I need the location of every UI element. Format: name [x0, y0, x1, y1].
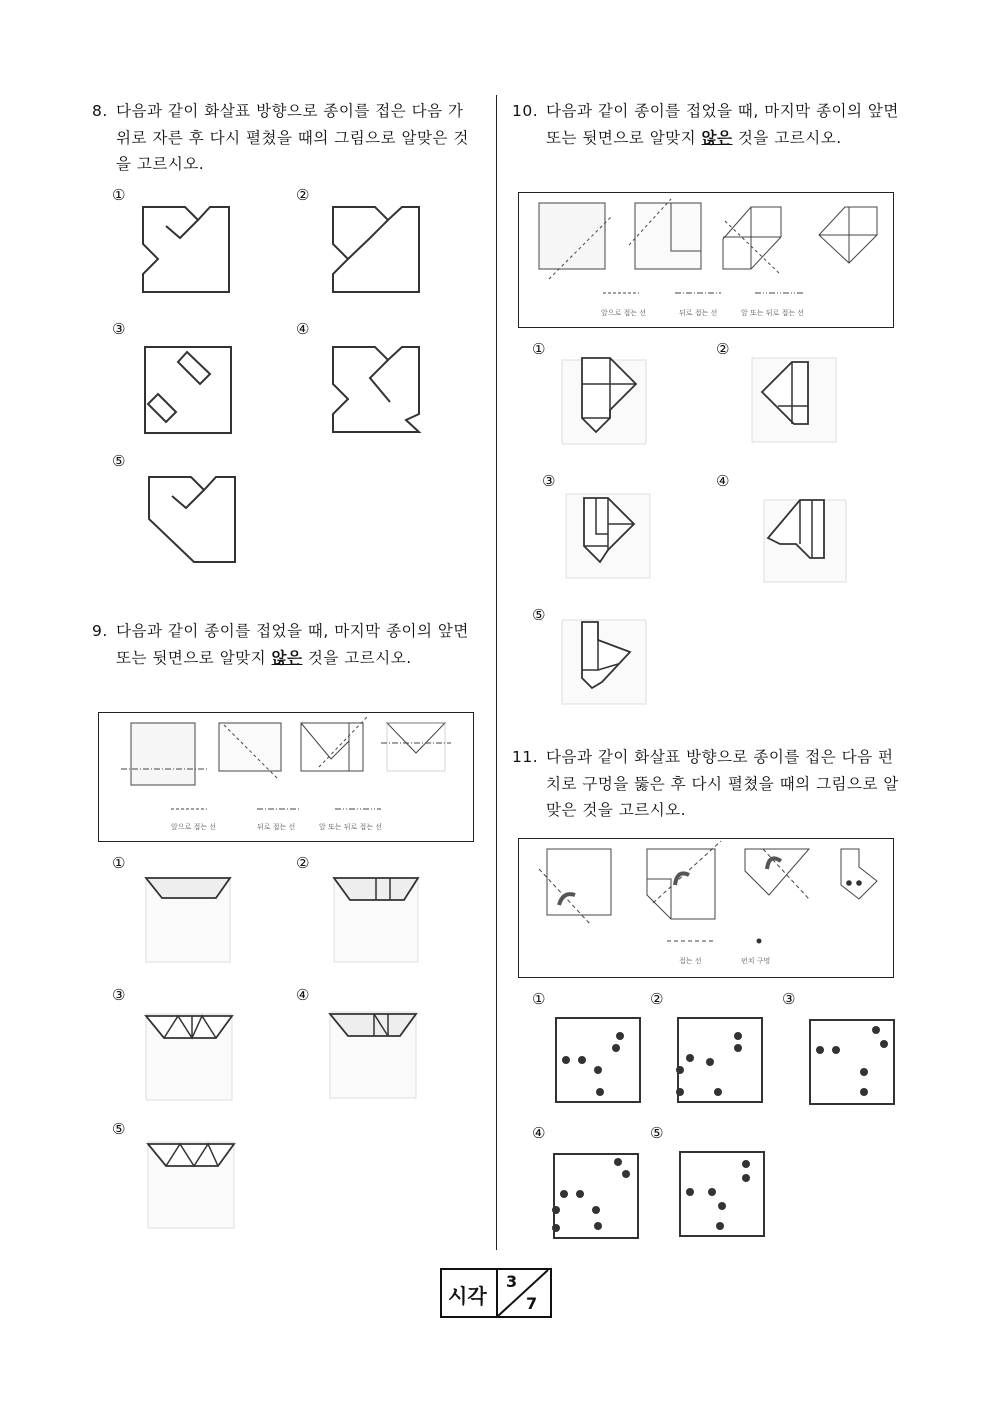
q8-option-1-figure[interactable] — [140, 204, 232, 296]
q8-option-3-figure[interactable] — [142, 344, 234, 436]
q10-option-1-label[interactable]: ① — [532, 340, 546, 358]
question-emphasis: 않은 — [701, 128, 733, 147]
q10-option-4-label[interactable]: ④ — [716, 472, 730, 490]
question-number: 8. — [92, 102, 108, 120]
q9-folding-steps — [99, 713, 473, 841]
q11-option-5-label[interactable]: ⑤ — [650, 1124, 664, 1142]
question-number: 10. — [512, 102, 539, 120]
legend-either-fold: 앞 또는 뒤로 접는 선 — [319, 823, 382, 831]
q9-option-5-figure[interactable] — [146, 1140, 238, 1232]
question-text-part: 다음과 같이 종이를 접었을 때, 마지막 종이의 앞면 또는 뒷면으로 알맞지 — [116, 622, 469, 667]
legend-front-fold: 앞으로 접는 선 — [171, 823, 217, 831]
question-text-part: 것을 고르시오. — [732, 128, 842, 147]
q8-option-4-figure[interactable] — [330, 344, 422, 436]
question-number: 11. — [512, 748, 539, 766]
question-text-part: 것을 고르시오. — [302, 648, 412, 667]
legend-punch-hole: 펀치 구멍 — [741, 957, 771, 965]
question-number: 9. — [92, 622, 108, 640]
q11-option-3-figure[interactable] — [806, 1016, 898, 1108]
q10-folding-diagram — [518, 192, 894, 328]
q11-option-2-label[interactable]: ② — [650, 990, 664, 1008]
q9-option-2-figure[interactable] — [332, 876, 422, 966]
question-emphasis: 않은 — [271, 648, 303, 667]
q11-folding-diagram — [518, 838, 894, 978]
question-10 — [512, 98, 900, 151]
q11-folding-steps — [519, 839, 893, 977]
page-total: 7 — [526, 1294, 538, 1313]
q8-option-4-label[interactable]: ④ — [296, 320, 310, 338]
page-indicator — [440, 1268, 552, 1318]
q10-folding-steps — [519, 193, 893, 327]
page-number: 3 — [506, 1272, 518, 1291]
legend-either-fold: 앞 또는 뒤로 접는 선 — [741, 309, 804, 317]
question-11 — [512, 744, 900, 824]
q8-option-3-label[interactable]: ③ — [112, 320, 126, 338]
q11-option-1-label[interactable]: ① — [532, 990, 546, 1008]
legend-fold-line: 접는 선 — [679, 957, 702, 965]
q8-option-1-label[interactable]: ① — [112, 186, 126, 204]
q9-option-5-label[interactable]: ⑤ — [112, 1120, 126, 1138]
question-text: 다음과 같이 화살표 방향으로 종이를 접은 다음 가위로 자른 후 다시 펼쳤을 때의 그림으로 알맞은 것을 고르시오. — [116, 102, 469, 173]
q10-option-4-figure[interactable] — [760, 496, 850, 586]
q9-option-1-label[interactable]: ① — [112, 854, 126, 872]
question-text — [546, 98, 900, 151]
legend-front-fold: 앞으로 접는 선 — [601, 309, 647, 317]
q9-option-1-figure[interactable] — [144, 876, 234, 966]
q10-option-5-figure[interactable] — [558, 616, 650, 708]
q11-option-4-figure[interactable] — [550, 1150, 642, 1242]
legend-back-fold: 뒤로 접는 선 — [679, 309, 718, 317]
q9-option-3-figure[interactable] — [144, 1012, 236, 1104]
question-text: 다음과 같이 화살표 방향으로 종이를 접은 다음 펀치로 구멍을 뚫은 후 다시 펼쳤을 때의 그림으로 알맞은 것을 고르시오. — [546, 748, 899, 819]
q8-option-5-figure[interactable] — [146, 474, 238, 566]
q9-option-2-label[interactable]: ② — [296, 854, 310, 872]
q9-option-3-label[interactable]: ③ — [112, 986, 126, 1004]
question-8 — [92, 98, 476, 178]
q10-option-3-figure[interactable] — [562, 490, 654, 582]
question-9 — [92, 618, 476, 671]
q10-option-3-label[interactable]: ③ — [542, 472, 556, 490]
q11-option-4-label[interactable]: ④ — [532, 1124, 546, 1142]
q8-option-2-label[interactable]: ② — [296, 186, 310, 204]
q11-option-2-figure[interactable] — [674, 1014, 766, 1106]
q11-option-3-label[interactable]: ③ — [782, 990, 796, 1008]
q9-folding-diagram — [98, 712, 474, 842]
legend-back-fold: 뒤로 접는 선 — [257, 823, 296, 831]
q9-option-4-figure[interactable] — [328, 1010, 420, 1102]
column-divider — [496, 95, 497, 1250]
q11-option-1-figure[interactable] — [552, 1014, 642, 1106]
q8-option-2-figure[interactable] — [330, 204, 422, 296]
q10-option-2-figure[interactable] — [748, 354, 840, 446]
q10-option-5-label[interactable]: ⑤ — [532, 606, 546, 624]
q8-option-5-label[interactable]: ⑤ — [112, 452, 126, 470]
q10-option-1-figure[interactable] — [560, 354, 650, 446]
q9-option-4-label[interactable]: ④ — [296, 986, 310, 1004]
q11-option-5-figure[interactable] — [676, 1148, 768, 1240]
question-text — [116, 618, 476, 671]
question-text-part: 다음과 같이 종이를 접었을 때, 마지막 종이의 앞면 또는 뒷면으로 알맞지 — [546, 102, 899, 147]
q10-option-2-label[interactable]: ② — [716, 340, 730, 358]
subject-label: 시각 — [448, 1284, 487, 1308]
